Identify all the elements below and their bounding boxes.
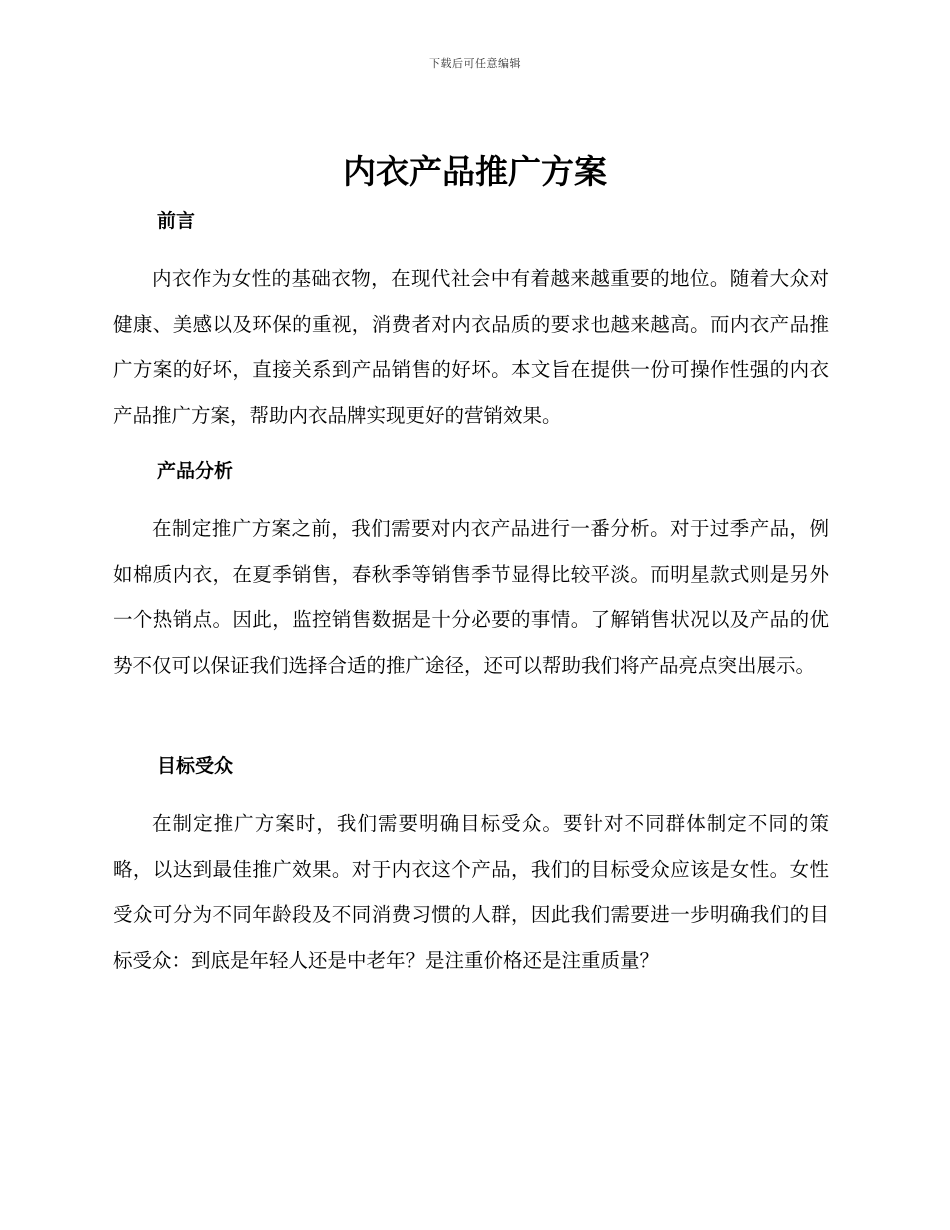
header-note: 下载后可任意编辑 — [429, 57, 521, 70]
section-heading-preface: 前言 — [157, 210, 196, 232]
section-paragraph-target-audience: 在制定推广方案时，我们需要明确目标受众。要针对不同群体制定不同的策略，以达到最佳推广效果。对于内衣这个产品，我们的目标受众应该是女性。女性受众可分为不同年龄段及不同消费习惯的人群，因此我们需要进一步明确我们的目标受众：到底是年轻人还是中老年？是注重价格还是注重质量？ — [113, 812, 829, 972]
section-paragraph-preface: 内衣作为女性的基础衣物，在现代社会中有着越来越重要的地位。随着大众对健康、美感以及环保的重视，消费者对内衣品质的要求也越来越高。而内衣产品推广方案的好坏，直接关系到产品销售的好坏。本文旨在提供一份可操作性强的内衣产品推广方案，帮助内衣品牌实现更好的营销效果。 — [113, 267, 829, 427]
section-heading-product-analysis: 产品分析 — [157, 460, 234, 482]
section-paragraph-product-analysis: 在制定推广方案之前，我们需要对内衣产品进行一番分析。对于过季产品，例如棉质内衣，在夏季销售，春秋季等销售季节显得比较平淡。而明星款式则是另外一个热销点。因此，监控销售数据是十分必要的事情。了解销售状况以及产品的优势不仅可以保证我们选择合适的推广途径，还可以帮助我们将产品亮点突出展示。 — [113, 517, 829, 677]
section-heading-target-audience: 目标受众 — [157, 755, 234, 777]
document-title: 内衣产品推广方案 — [343, 152, 607, 191]
